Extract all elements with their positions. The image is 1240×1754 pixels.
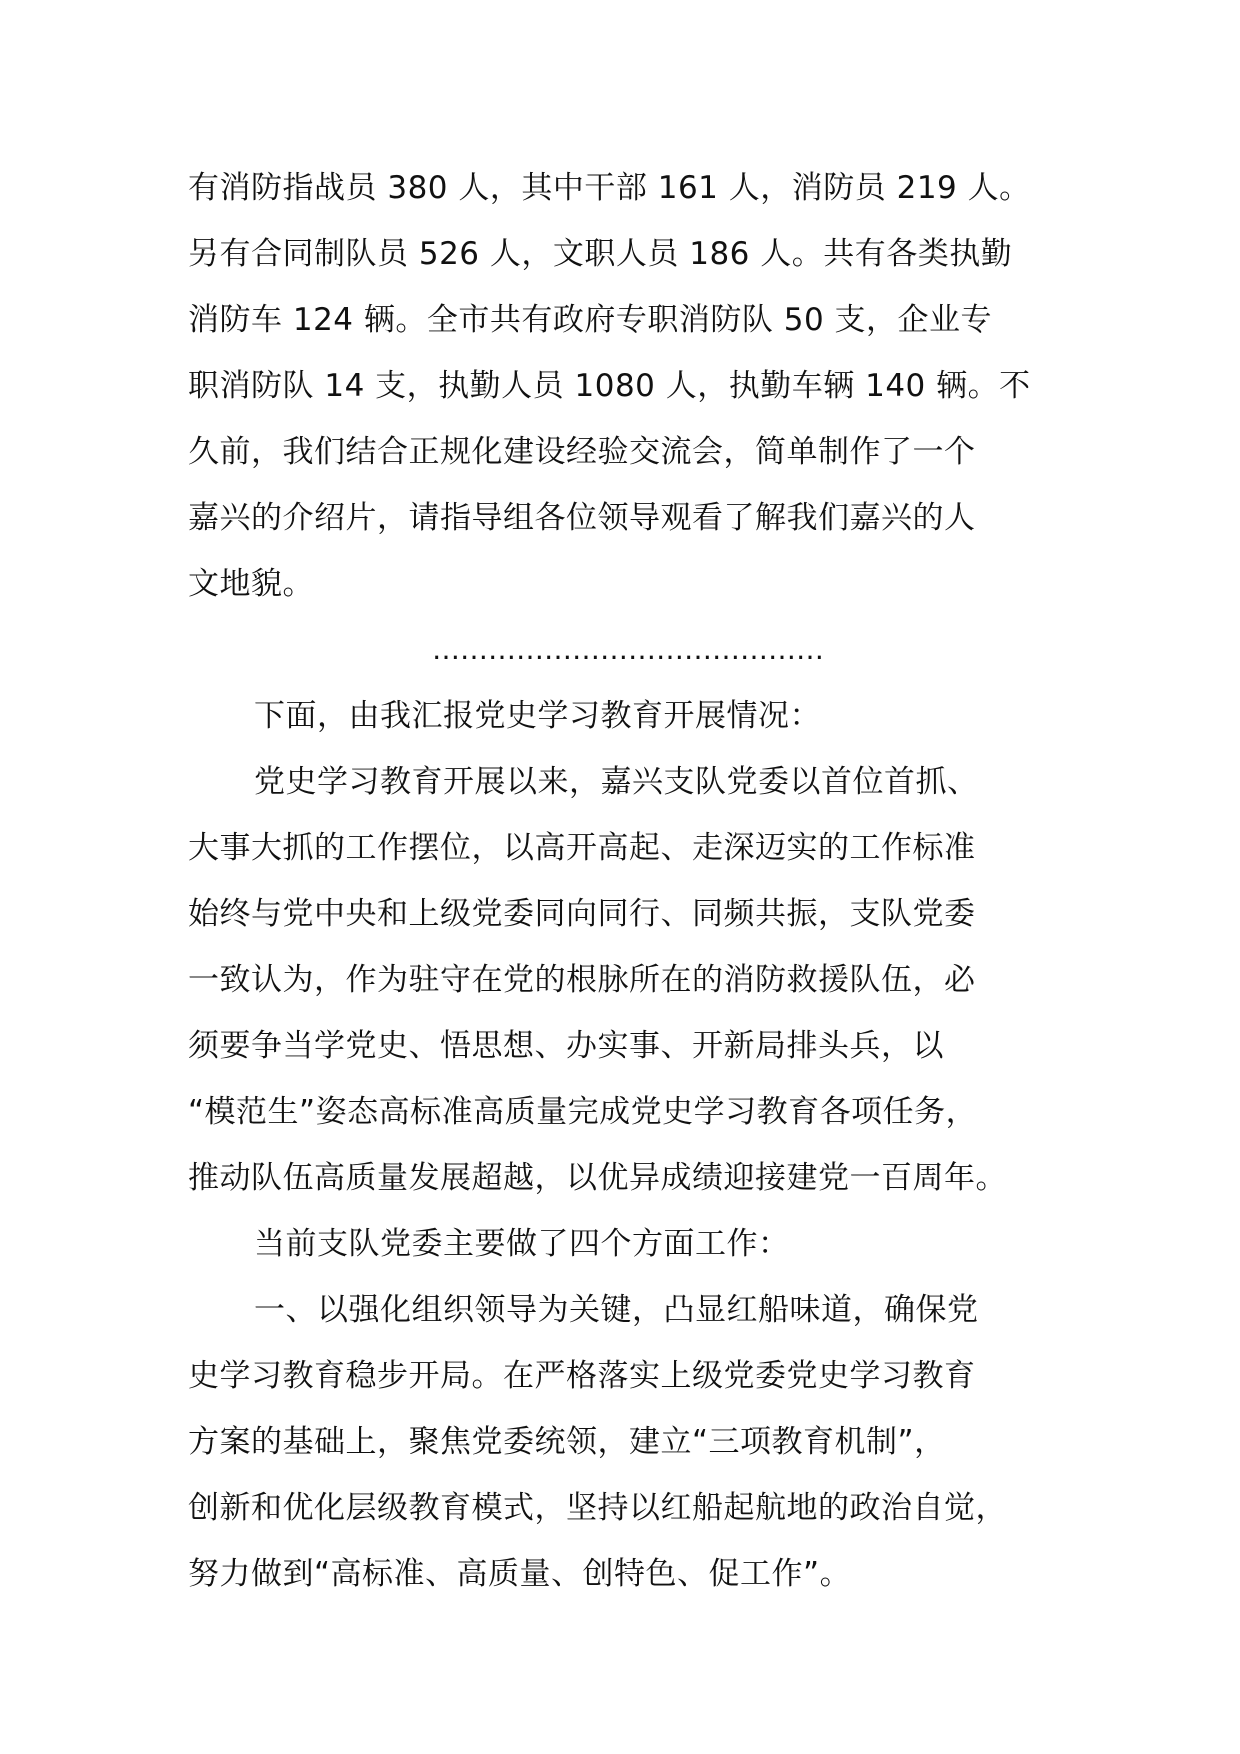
text-line: “模范生”姿态高标准高质量完成党史学习教育各项任务， [188, 1094, 978, 1130]
text-line: 文地貌。 [188, 566, 314, 602]
text-line: 消防车 124 辆。全市共有政府专职消防队 50 支，企业专 [188, 302, 993, 338]
text-line: 另有合同制队员 526 人，文职人员 186 人。共有各类执勤 [188, 236, 1013, 272]
text-line: 下面，由我汇报党史学习教育开展情况： [254, 698, 821, 734]
text-line: 须要争当学党史、悟思想、办实事、开新局排头兵，以 [188, 1028, 944, 1064]
text-line: 嘉兴的介绍片，请指导组各位领导观看了解我们嘉兴的人 [188, 500, 976, 536]
section-separator: …………………………………… [432, 633, 824, 666]
text-line: 推动队伍高质量发展超越，以优异成绩迎接建党一百周年。 [188, 1160, 1007, 1196]
text-line: 党史学习教育开展以来，嘉兴支队党委以首位首抓、 [254, 764, 979, 800]
text-line: 一致认为，作为驻守在党的根脉所在的消防救援队伍，必 [188, 962, 976, 998]
text-line: 大事大抓的工作摆位，以高开高起、走深迈实的工作标准 [188, 830, 976, 866]
text-line: 有消防指战员 380 人，其中干部 161 人，消防员 219 人。 [188, 170, 1031, 206]
text-line: 努力做到“高标准、高质量、创特色、促工作”。 [188, 1556, 852, 1592]
text-line: 当前支队党委主要做了四个方面工作： [254, 1226, 790, 1262]
text-line: 一、以强化组织领导为关键，凸显红船味道，确保党 [254, 1292, 979, 1328]
text-line: 史学习教育稳步开局。在严格落实上级党委党史学习教育 [188, 1358, 976, 1394]
text-line: 职消防队 14 支，执勤人员 1080 人，执勤车辆 140 辆。不 [188, 368, 1031, 404]
text-line: 创新和优化层级教育模式，坚持以红船起航地的政治自觉， [188, 1490, 1007, 1526]
text-line: 始终与党中央和上级党委同向同行、同频共振，支队党委 [188, 896, 976, 932]
document-body [188, 155, 1068, 1607]
text-line: 久前，我们结合正规化建设经验交流会，简单制作了一个 [188, 434, 976, 470]
text-line: 方案的基础上，聚焦党委统领，建立“三项教育机制”， [188, 1424, 946, 1460]
